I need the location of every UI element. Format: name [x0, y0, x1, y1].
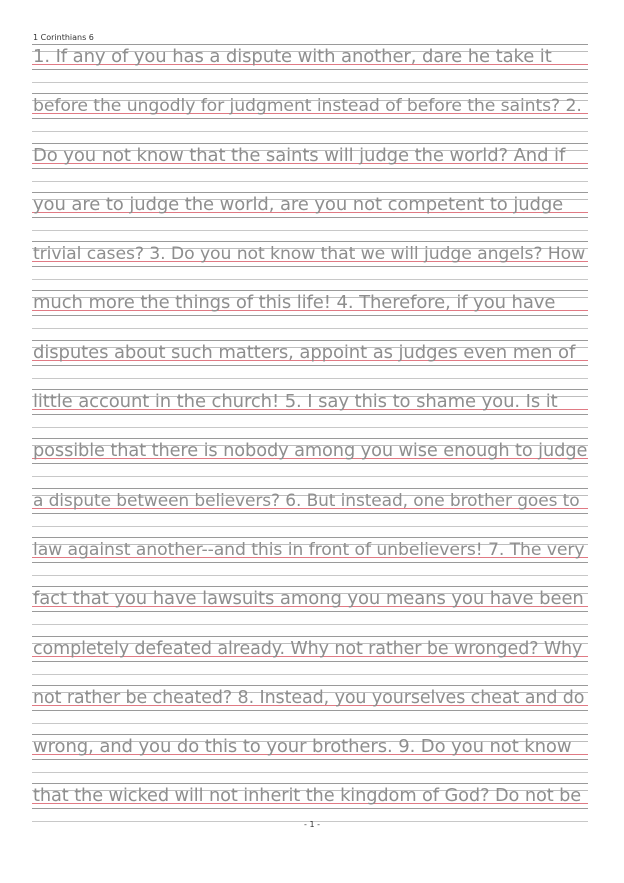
- guide-line-separator: [32, 427, 588, 428]
- practice-line: [32, 340, 588, 389]
- guide-line-separator: [32, 674, 588, 675]
- guide-line-separator: [32, 181, 588, 182]
- trace-text: Do you not know that the saints will judge the world? And if: [33, 144, 566, 166]
- guide-line-separator: [32, 230, 588, 231]
- guide-line-descender: [32, 562, 588, 563]
- page-number: - 1 -: [304, 820, 320, 829]
- practice-line: [32, 537, 588, 586]
- practice-line: [32, 685, 588, 734]
- trace-text: disputes about such matters, appoint as judges even men of: [33, 341, 576, 363]
- guide-line-separator: [32, 723, 588, 724]
- trace-text: much more the things of this life! 4. Therefore, if you have: [33, 292, 556, 314]
- guide-line-separator: [32, 378, 588, 379]
- trace-text: not rather be cheated? 8. Instead, you yourselves cheat and do: [33, 687, 585, 708]
- practice-line: [32, 488, 588, 537]
- practice-line: [32, 44, 588, 93]
- guide-line-separator: [32, 772, 588, 773]
- trace-text: wrong, and you do this to your brothers. 9. Do you not know: [33, 736, 572, 758]
- practice-line: [32, 438, 588, 487]
- practice-line: [32, 734, 588, 783]
- guide-line-descender: [32, 513, 588, 514]
- guide-line-top: [32, 783, 588, 784]
- guide-line-separator: [32, 624, 588, 625]
- guide-line-descender: [32, 710, 588, 711]
- guide-line-descender: [32, 463, 588, 464]
- trace-text: that the wicked will not inherit the kingdom of God? Do not be: [33, 786, 582, 807]
- guide-line-descender: [32, 69, 588, 70]
- guide-line-top: [32, 636, 588, 637]
- trace-text: trivial cases? 3. Do you not know that we will judge angels? How: [33, 244, 586, 265]
- practice-line: [32, 290, 588, 339]
- guide-line-descender: [32, 365, 588, 366]
- guide-line-top: [32, 93, 588, 94]
- guide-line-separator: [32, 476, 588, 477]
- guide-line-top: [32, 586, 588, 587]
- trace-text: little account in the church! 5. I say this to shame you. Is it: [33, 391, 558, 413]
- practice-line: [32, 192, 588, 241]
- guide-line-descender: [32, 315, 588, 316]
- guide-line-top: [32, 685, 588, 686]
- guide-line-top: [32, 389, 588, 390]
- practice-line: [32, 241, 588, 290]
- guide-line-separator: [32, 82, 588, 83]
- guide-line-top: [32, 488, 588, 489]
- trace-text: a dispute between believers? 6. But instead, one brother goes to: [33, 490, 580, 511]
- guide-line-top: [32, 340, 588, 341]
- practice-line: [32, 93, 588, 142]
- trace-text: before the ungodly for judgment instead of before the saints? 2.: [33, 96, 582, 117]
- guide-line-separator: [32, 131, 588, 132]
- practice-line: [32, 143, 588, 192]
- guide-line-top: [32, 143, 588, 144]
- guide-line-top: [32, 192, 588, 193]
- guide-line-top: [32, 290, 588, 291]
- practice-line: [32, 586, 588, 635]
- guide-line-top: [32, 537, 588, 538]
- page-title: 1 Corinthians 6: [33, 33, 94, 42]
- trace-text: you are to judge the world, are you not competent to judge: [33, 193, 564, 215]
- guide-line-descender: [32, 759, 588, 760]
- practice-line: [32, 636, 588, 685]
- guide-line-descender: [32, 118, 588, 119]
- guide-line-descender: [32, 808, 588, 809]
- guide-line-descender: [32, 266, 588, 267]
- guide-line-top: [32, 438, 588, 439]
- trace-text: 1. If any of you has a dispute with another, dare he take it: [33, 46, 552, 67]
- trace-text: possible that there is nobody among you wise enough to judge: [33, 441, 588, 462]
- guide-line-separator: [32, 279, 588, 280]
- guide-line-separator: [32, 575, 588, 576]
- guide-line-top: [32, 44, 588, 45]
- trace-text: fact that you have lawsuits among you means you have been: [33, 588, 584, 610]
- guide-line-descender: [32, 661, 588, 662]
- guide-line-descender: [32, 414, 588, 415]
- guide-line-descender: [32, 168, 588, 169]
- guide-line-separator: [32, 328, 588, 329]
- guide-line-top: [32, 241, 588, 242]
- handwriting-practice-sheet: [32, 44, 588, 833]
- trace-text: completely defeated already. Why not rather be wronged? Why: [33, 638, 583, 659]
- guide-line-separator: [32, 526, 588, 527]
- guide-line-top: [32, 734, 588, 735]
- trace-text: law against another--and this in front of unbelievers! 7. The very: [33, 539, 585, 560]
- practice-line: [32, 389, 588, 438]
- guide-line-descender: [32, 611, 588, 612]
- guide-line-descender: [32, 217, 588, 218]
